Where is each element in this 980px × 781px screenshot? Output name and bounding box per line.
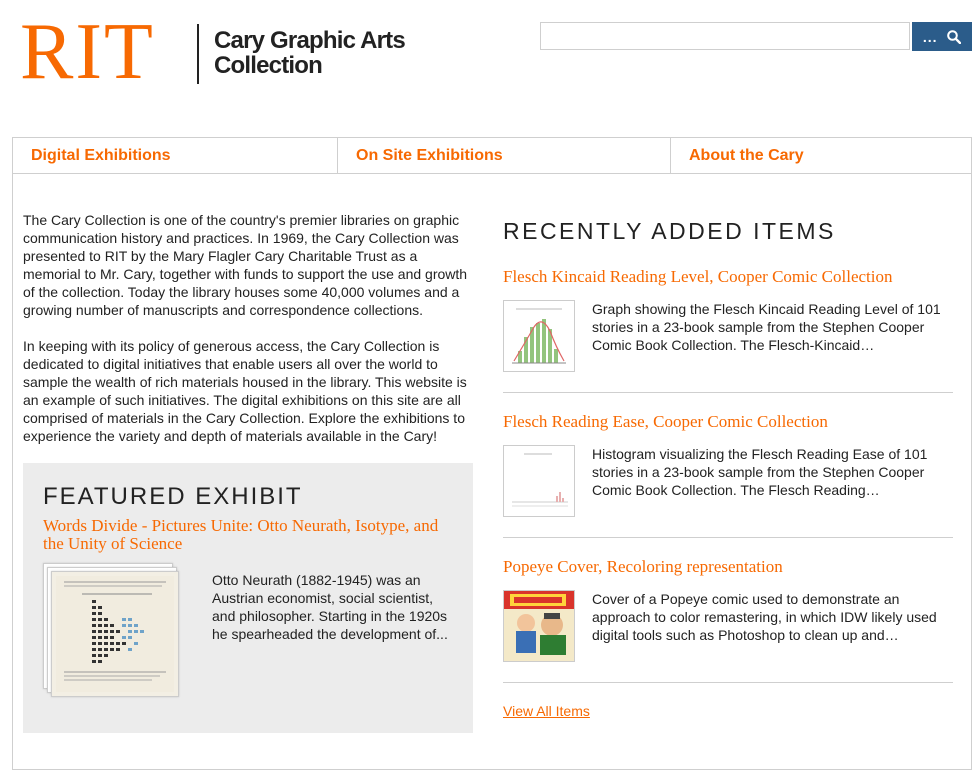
- list-item: [503, 557, 953, 682]
- featured-heading: FEATURED EXHIBIT: [43, 483, 303, 510]
- recent-heading: RECENTLY ADDED ITEMS: [503, 218, 836, 244]
- site-header: [0, 0, 980, 120]
- nav-digital-exhibitions[interactable]: Digital Exhibitions: [13, 138, 338, 173]
- item-title-link[interactable]: Flesch Kincaid Reading Level, Cooper Comic Collection: [503, 267, 893, 286]
- item-description: Graph showing the Flesch Kincaid Reading Level of 101 stories in a 23-book sample from the Stephen Cooper Comic Book Collection. The Flesch-Kincaid…: [592, 301, 941, 353]
- intro-paragraph: The Cary Collection is one of the country's premier libraries on graphic communication history and practices. In 1969, the Cary Collection was presented to RIT by the Mary Flagler Cary Charitable Trust as a memorial to Mr. Cary, together with funds to support the use and growth of the collection. Today the library houses some 40,000 volumes and a growing number of manuscripts and correspondence collections.: [23, 212, 468, 318]
- search-options-button[interactable]: ...: [922, 28, 938, 45]
- logo-divider: [197, 24, 199, 84]
- divider: [503, 392, 953, 393]
- item-thumbnail[interactable]: [503, 300, 575, 372]
- divider: [503, 682, 953, 683]
- featured-exhibit: [23, 463, 473, 733]
- view-all-items-link[interactable]: View All Items: [503, 703, 590, 719]
- divider: [503, 537, 953, 538]
- site-title[interactable]: [214, 28, 405, 78]
- featured-title-link[interactable]: Words Divide - Pictures Unite: Otto Neurath, Isotype, and the Unity of Science: [43, 516, 439, 553]
- site-title-line2: Collection: [214, 52, 323, 79]
- nav-on-site-exhibitions[interactable]: On Site Exhibitions: [338, 138, 671, 173]
- intro-text: [23, 211, 473, 463]
- featured-description: Otto Neurath (1882-1945) was an Austrian economist, social scientist, and philosopher. Starting in the 1920s he spearheaded the development of...: [212, 572, 448, 642]
- search-icon: [947, 30, 961, 44]
- item-title-link[interactable]: Flesch Reading Ease, Cooper Comic Collection: [503, 412, 828, 431]
- main-nav: [12, 137, 972, 174]
- popeye-cover-image: [504, 591, 574, 661]
- site-title-line1: Cary Graphic Arts: [214, 27, 405, 54]
- thumb-page-front: [51, 571, 179, 697]
- item-description: Cover of a Popeye comic used to demonstrate an approach to color remastering, in which IDW likely used digital tools such as Photoshop to clean up and…: [592, 591, 937, 643]
- list-item: [503, 267, 953, 392]
- intro-paragraph: In keeping with its policy of generous access, the Cary Collection is dedicated to digital initiatives that enable users all over the world to sample the wealth of rich materials housed in the library. This website is an example of such initiatives. The digital exhibitions on this site are all comprised of materials in the Cary Collection. Explore the exhibitions to experience the variety and depth of materials available in the Cary!: [23, 338, 467, 444]
- item-title-link[interactable]: Popeye Cover, Recoloring representation: [503, 557, 783, 576]
- reading-level-graph-image: [504, 301, 574, 371]
- featured-thumbnail[interactable]: [43, 563, 178, 695]
- item-thumbnail[interactable]: [503, 590, 575, 662]
- search-button[interactable]: [912, 22, 972, 51]
- list-item: [503, 412, 953, 537]
- isotype-chart-image: [52, 572, 178, 696]
- item-thumbnail[interactable]: [503, 445, 575, 517]
- nav-about-the-cary[interactable]: About the Cary: [689, 146, 804, 164]
- rit-logo[interactable]: RIT: [20, 8, 155, 96]
- item-description: Histogram visualizing the Flesch Reading Ease of 101 stories in a 23-book sample from the Stephen Cooper Comic Book Collection. The Flesch Reading…: [592, 446, 928, 498]
- reading-ease-histogram-image: [504, 446, 574, 516]
- search-input[interactable]: [540, 22, 910, 50]
